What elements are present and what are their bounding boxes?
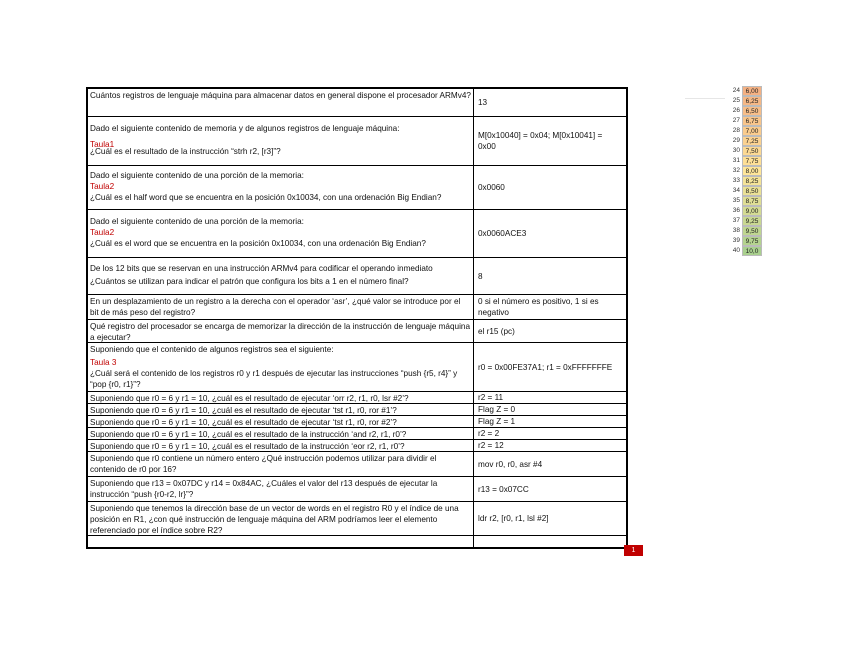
question-text: ¿Cuál es el half word que se encuentra en la posición 0x10034, con una ordenación Big Endian? xyxy=(90,193,442,202)
score-index: 36 xyxy=(732,207,740,214)
faint-divider xyxy=(685,98,725,99)
score-row xyxy=(730,116,762,126)
score-scale xyxy=(730,86,762,256)
score-value[interactable]: 9,25 xyxy=(742,216,762,226)
question-cell[interactable] xyxy=(88,258,474,294)
table-row xyxy=(88,452,626,477)
score-value[interactable]: 8,00 xyxy=(742,166,762,176)
question-intro: De los 12 bits que se reservan en una instrucción ARMv4 para codificar el operando inmediato xyxy=(90,264,433,273)
score-row xyxy=(730,236,762,246)
score-index: 25 xyxy=(732,97,740,104)
table-row xyxy=(88,117,626,166)
question-table xyxy=(86,87,628,549)
score-index: 24 xyxy=(732,87,740,94)
score-value[interactable]: 7,00 xyxy=(742,126,762,136)
score-value[interactable]: 6,50 xyxy=(742,106,762,116)
question-text: ¿Cuál es el word que se encuentra en la posición 0x10034, con una ordenación Big Endian? xyxy=(90,239,426,248)
score-index: 26 xyxy=(732,107,740,114)
answer-cell[interactable]: r2 = 12 xyxy=(478,441,504,450)
answer-cell[interactable]: ldr r2, [r0, r1, lsl #2] xyxy=(478,514,549,523)
question-cell[interactable] xyxy=(88,117,474,165)
table-row xyxy=(88,477,626,502)
answer-cell[interactable]: r13 = 0x07CC xyxy=(478,484,529,494)
score-value[interactable]: 6,25 xyxy=(742,96,762,106)
score-row xyxy=(730,106,762,116)
score-row xyxy=(730,216,762,226)
score-index: 27 xyxy=(732,117,740,124)
table-row xyxy=(88,392,626,404)
score-row xyxy=(730,246,762,256)
score-index: 39 xyxy=(732,237,740,244)
answer-cell[interactable]: 13 xyxy=(478,98,488,107)
table-reference: Taula2 xyxy=(90,182,115,191)
question-intro: Suponiendo que el contenido de algunos registros sea el siguiente: xyxy=(90,345,334,354)
score-row xyxy=(730,156,762,166)
score-index: 30 xyxy=(732,147,740,154)
score-value[interactable]: 9,75 xyxy=(742,236,762,246)
table-row xyxy=(88,320,626,343)
question-cell[interactable]: Suponiendo que r0 contiene un número entero ¿Qué instrucción podemos utilizar para dividir el contenido de r0 por 16? xyxy=(88,452,474,476)
score-value[interactable]: 8,75 xyxy=(742,196,762,206)
score-index: 28 xyxy=(732,127,740,134)
answer-cell[interactable]: 0x0060ACE3 xyxy=(478,229,527,238)
score-row xyxy=(730,206,762,216)
score-index: 34 xyxy=(732,187,740,194)
score-row xyxy=(730,186,762,196)
score-row xyxy=(730,146,762,156)
score-value[interactable]: 7,75 xyxy=(742,156,762,166)
answer-cell[interactable]: 0 si el número es positivo, 1 si es negativo xyxy=(478,297,599,317)
score-row xyxy=(730,136,762,146)
table-row xyxy=(88,89,626,117)
red-marker-cell[interactable]: 1 xyxy=(624,545,643,556)
score-index: 40 xyxy=(732,247,740,254)
answer-cell[interactable]: 8 xyxy=(478,271,483,281)
table-row xyxy=(88,416,626,428)
question-cell[interactable]: Cuántos registros de lenguaje máquina para almacenar datos en general dispone el procesador ARMv4? xyxy=(88,89,474,116)
question-cell[interactable] xyxy=(88,343,474,391)
question-intro: Dado el siguiente contenido de memoria y de algunos registros de lenguaje máquina: xyxy=(90,124,400,133)
table-reference: Taula1 xyxy=(90,140,115,149)
answer-cell[interactable]: Flag Z = 0 xyxy=(478,405,516,414)
score-index: 38 xyxy=(732,227,740,234)
score-row xyxy=(730,96,762,106)
question-text: ¿Cuántos se utilizan para indicar el patrón que configura los bits a 1 en el número final? xyxy=(90,277,409,286)
question-intro: Dado el siguiente contenido de una porción de la memoria: xyxy=(90,171,304,180)
answer-cell[interactable]: Flag Z = 1 xyxy=(478,417,516,426)
empty-question-cell[interactable] xyxy=(88,536,474,547)
table-row xyxy=(88,295,626,320)
answer-cell[interactable]: M[0x10040] = 0x04; M[0x10041] = 0x00 xyxy=(478,131,603,151)
question-cell[interactable]: Suponiendo que r0 = 6 y r1 = 10, ¿cuál es el resultado de ejecutar ‘orr r2, r1, r0, lsr #2’? xyxy=(88,392,474,403)
score-index: 33 xyxy=(732,177,740,184)
score-value[interactable]: 7,50 xyxy=(742,146,762,156)
question-cell[interactable]: Suponiendo que r0 = 6 y r1 = 10, ¿cuál es el resultado de ejecutar ‘tst r1, r0, ror #1’? xyxy=(88,404,474,415)
table-row xyxy=(88,258,626,295)
score-value[interactable]: 8,25 xyxy=(742,176,762,186)
score-value[interactable]: 6,00 xyxy=(742,86,762,96)
score-row xyxy=(730,166,762,176)
question-text: ¿Cuál será el contenido de los registros r0 y r1 después de ejecutar las instrucciones “push {r5, r4}” y “pop {r0, r1}”? xyxy=(90,369,458,389)
table-row xyxy=(88,210,626,258)
score-row xyxy=(730,196,762,206)
table-row xyxy=(88,166,626,210)
question-cell[interactable]: En un desplazamiento de un registro a la derecha con el operador ‘asr’, ¿qué valor se introduce por el bit de más peso del registro? xyxy=(88,295,474,319)
empty-answer-cell[interactable] xyxy=(474,536,626,547)
score-value[interactable]: 9,00 xyxy=(742,206,762,216)
score-row xyxy=(730,86,762,96)
question-cell[interactable] xyxy=(88,210,474,257)
score-index: 37 xyxy=(732,217,740,224)
answer-cell[interactable]: mov r0, r0, asr #4 xyxy=(478,459,543,469)
score-value[interactable]: 9,50 xyxy=(742,226,762,236)
score-row xyxy=(730,176,762,186)
question-cell[interactable]: Suponiendo que tenemos la dirección base de un vector de words en el registro R0 y el índice de una posición en R1, ¿con qué instrucción de lenguaje máquina del ARM podríamos leer el elemento referenciado por el índice sobre R2? xyxy=(88,502,474,535)
score-index: 32 xyxy=(732,167,740,174)
question-cell[interactable]: Suponiendo que r13 = 0x07DC y r14 = 0x84AC, ¿Cuáles el valor del r13 después de ejecutar la instrucción “push {r0-r2, lr}”? xyxy=(88,477,474,501)
score-value[interactable]: 6,75 xyxy=(742,116,762,126)
score-row xyxy=(730,226,762,236)
score-row xyxy=(730,126,762,136)
answer-cell[interactable]: el r15 (pc) xyxy=(478,326,515,336)
answer-cell[interactable]: r2 = 2 xyxy=(478,429,500,438)
table-row xyxy=(88,404,626,416)
answer-cell[interactable]: r0 = 0x00FE37A1; r1 = 0xFFFFFFFE xyxy=(478,362,613,372)
score-index: 29 xyxy=(732,137,740,144)
table-row xyxy=(88,428,626,440)
question-cell[interactable] xyxy=(88,166,474,209)
answer-cell[interactable]: 0x0060 xyxy=(478,183,505,192)
score-value[interactable]: 10,0 xyxy=(742,246,762,256)
question-cell[interactable]: Suponiendo que r0 = 6 y r1 = 10, ¿cuál es el resultado de la instrucción ‘eor r2, r1, r0’? xyxy=(88,440,474,451)
question-intro: Dado el siguiente contenido de una porción de la memoria: xyxy=(90,217,304,226)
table-reference: Taula 3 xyxy=(90,358,117,367)
table-row xyxy=(88,343,626,392)
question-cell[interactable]: Qué registro del procesador se encarga de memorizar la dirección de la instrucción de lenguaje máquina a ejecutar? xyxy=(88,320,474,342)
score-value[interactable]: 7,25 xyxy=(742,136,762,146)
table-row xyxy=(88,502,626,536)
table-row xyxy=(88,440,626,452)
score-value[interactable]: 8,50 xyxy=(742,186,762,196)
answer-cell[interactable]: r2 = 11 xyxy=(478,393,504,402)
question-cell[interactable]: Suponiendo que r0 = 6 y r1 = 10, ¿cuál es el resultado de la instrucción ‘and r2, r1, r0’? xyxy=(88,428,474,439)
question-cell[interactable]: Suponiendo que r0 = 6 y r1 = 10, ¿cuál es el resultado de ejecutar ‘tst r1, r0, ror #2’? xyxy=(88,416,474,427)
score-index: 31 xyxy=(732,157,740,164)
table-reference: Taula2 xyxy=(90,228,115,237)
score-index: 35 xyxy=(732,197,740,204)
question-text: ¿Cuál es el resultado de la instrucción “strh r2, [r3]”? xyxy=(90,147,281,156)
empty-table-row xyxy=(88,536,626,549)
